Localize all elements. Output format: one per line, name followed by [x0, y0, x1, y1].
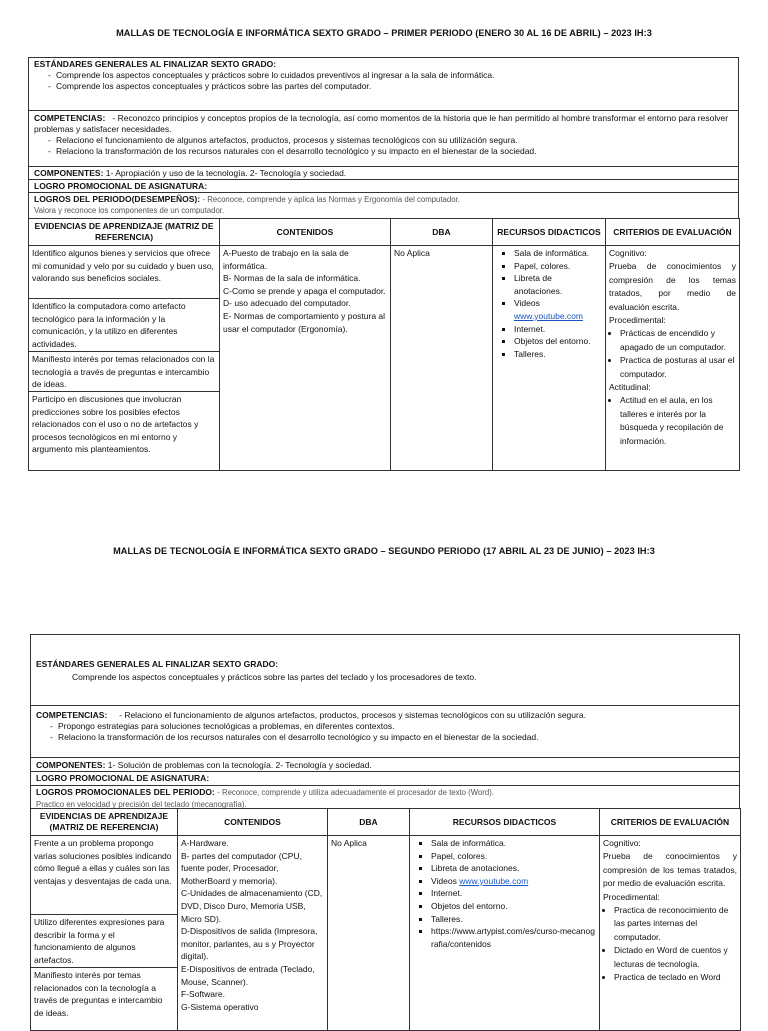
recurso-item: ▪ Papel, colores.	[431, 850, 596, 863]
contenidos-cell	[178, 836, 328, 1031]
header-evidencias: EVIDENCIAS DE APRENDIZAJE (MATRIZ DE REFERENCIA)	[31, 809, 178, 836]
recurso-item: ▪ Libreta de anotaciones.	[431, 862, 596, 875]
evidencia-item: Frente a un problema propongo varias soluciones posibles indicando cómo llegué a ellas y cuáles son las ventajas y desventajas de cada una.	[31, 836, 177, 915]
header-recursos: RECURSOS DIDACTICOS	[493, 219, 606, 246]
contenido-item: F-Software.	[181, 989, 225, 1000]
recurso-item: ▪ Papel, colores.	[514, 260, 602, 273]
logros-text: Valora y reconoce los componentes de un computador.	[34, 206, 225, 215]
evidencia-item: Participo en discusiones que involucran predicciones sobre los posibles efectos relacionados con el uso o no de artefactos y procesos tecnológicos en mi entorno y argumento mis planteamientos.	[32, 394, 199, 455]
period1-table	[28, 218, 740, 471]
period2-estandares	[31, 635, 739, 706]
competencia-item: - Propongo estrategias para soluciones tecnológicas a problemas, en diferentes contextos.	[36, 721, 734, 732]
procedimental-item: • Practica de reconocimiento de las partes internas del computador.	[614, 904, 737, 944]
youtube-link[interactable]: www.youtube.com	[459, 875, 529, 886]
procedimental-item: • Practica de posturas al usar el computador.	[620, 354, 736, 381]
header-evidencias: EVIDENCIAS DE APRENDIZAJE (MATRIZ DE REFERENCIA)	[29, 219, 220, 246]
period2-logro-promocional: LOGRO PROMOCIONAL DE ASIGNATURA:	[31, 772, 739, 786]
competencia-item: - Relaciono la transformación de los recursos naturales con el desarrollo tecnológico y su impacto en el bienestar de la sociedad.	[34, 146, 733, 157]
period2-table	[30, 808, 741, 1031]
header-dba: DBA	[391, 219, 493, 246]
evidencia-item: Manifiesto interés por temas relacionados con la tecnología a través de preguntas e intercambio de ideas.	[34, 970, 163, 1018]
recurso-item: ▪ Internet.	[514, 323, 602, 336]
contenido-item: A-Hardware.	[181, 838, 229, 848]
logros-text: Practico en velocidad y precisión del teclado (mecanografía).	[36, 799, 247, 809]
header-contenidos: CONTENIDOS	[220, 219, 391, 246]
dba-cell: No Aplica	[391, 246, 493, 471]
cognitivo-label: Cognitivo:	[603, 838, 641, 848]
evidencias-cell	[29, 246, 220, 471]
cognitivo-text: Prueba de conocimientos y compresión de los temas tratados, por medio de evaluación escrita.	[603, 851, 737, 889]
header-recursos: RECURSOS DIDACTICOS	[410, 809, 600, 836]
period2-block	[30, 634, 740, 809]
estandares-heading: ESTÁNDARES GENERALES AL FINALIZAR SEXTO GRADO:	[34, 59, 277, 69]
componentes-text: 1- Solución de problemas con la tecnología. 2- Tecnología y sociedad.	[107, 760, 372, 770]
procedimental-item: • Dictado en Word de cuentos y lecturas de tecnología.	[614, 944, 737, 971]
logros-heading: LOGROS DEL PERIODO(DESEMPEÑOS):	[34, 194, 201, 204]
cognitivo-label: Cognitivo:	[609, 248, 647, 258]
competencia-item: - Relaciono el funcionamiento de algunos artefactos, productos, procesos y sistemas tecnológicos con su utilización segura.	[34, 135, 733, 146]
recurso-item	[431, 875, 596, 888]
procedimental-item: • Practica de teclado en Word	[614, 971, 737, 984]
componentes-text: 1- Apropiación y uso de la tecnología. 2- Tecnología y sociedad.	[105, 168, 347, 178]
period2-logros	[31, 786, 739, 810]
competencias-intro: - Reconozco principios y conceptos propios de la tecnología, así como momentos de la historia que le han permitido al hombre transformar el entorno para resolver problemas y satisfacer necesidades.	[34, 113, 729, 134]
period1-competencias	[29, 111, 738, 167]
procedimental-label: Procedimental:	[603, 891, 660, 902]
competencia-item: - Relaciono la transformación de los recursos naturales con el desarrollo tecnológico y su impacto en el bienestar de la sociedad.	[36, 732, 734, 743]
recurso-item: ▪ Libreta de anotaciones.	[514, 272, 602, 297]
period1-logro-promocional: LOGRO PROMOCIONAL DE ASIGNATURA:	[29, 180, 738, 193]
dba-cell: No Aplica	[328, 836, 410, 1031]
contenido-item: B- Normas de la sala de informática.	[223, 273, 361, 284]
logros-text: - Reconoce, comprende y utiliza adecuadamente el procesador de texto (Word).	[217, 788, 494, 797]
contenidos-cell	[220, 246, 391, 471]
recurso-videos-label: Videos	[514, 298, 540, 309]
contenido-item: E- Normas de comportamiento y postura al usar el computador (Ergonomía).	[223, 310, 386, 334]
header-criterios: CRITERIOS DE EVALUACIÓN	[600, 809, 741, 836]
actitudinal-label: Actitudinal:	[609, 382, 651, 393]
estandar-item: Comprende los aspectos conceptuales y prácticos sobre las partes del teclado y los procesadores de texto.	[72, 672, 477, 682]
recurso-item: ▪ Internet.	[431, 887, 596, 900]
period1-logros	[29, 193, 738, 219]
recurso-item: ▪ Talleres.	[514, 348, 602, 361]
youtube-link[interactable]: www.youtube.com	[514, 310, 583, 321]
contenido-item: G-Sistema operativo	[181, 1001, 259, 1012]
criterios-cell	[600, 836, 741, 1031]
contenido-item: B- partes del computador (CPU, fuente poder, Procesador, MotherBoard y memoria).	[181, 850, 302, 886]
competencias-intro: - Relaciono el funcionamiento de algunos artefactos, productos, procesos y sistemas tecnológicos con su utilización segura.	[119, 710, 586, 720]
logros-heading: LOGROS PROMOCIONALES DEL PERIODO:	[36, 787, 215, 797]
contenido-item: D- uso adecuado del computador.	[223, 298, 351, 309]
period1-estandares	[29, 58, 738, 111]
criterios-cell	[606, 246, 740, 471]
header-dba: DBA	[328, 809, 410, 836]
cognitivo-text: Prueba de conocimientos y compresión de los temas tratados, por medio de evaluación escrita.	[609, 261, 736, 312]
recursos-cell	[410, 836, 600, 1031]
recursos-cell	[493, 246, 606, 471]
estandar-item: - Comprende los aspectos conceptuales y prácticos sobre las partes del computador.	[34, 81, 733, 92]
evidencia-item: Manifiesto interés por temas relacionados con la tecnología a través de preguntas e intercambio de ideas.	[29, 352, 219, 392]
recurso-item: ▪ Objetos del entorno.	[431, 900, 596, 913]
logros-text: - Reconoce, comprende y aplica las Normas y Ergonomía del computador.	[202, 195, 460, 204]
evidencias-cell	[31, 836, 178, 1031]
evidencia-item: Identifico algunos bienes y servicios que ofrece mi comunidad y velo por su cuidado y buen uso, valorando sus beneficios sociales.	[29, 246, 219, 299]
period1-block	[28, 57, 739, 219]
contenido-item: D-Dispositivos de salida (Impresora, monitor, parlantes, au s y Proyector digital).	[181, 926, 318, 962]
evidencia-item: Identifico la computadora como artefacto tecnológico para la información y la comunicación, y la utilizo en diferentes actividades.	[29, 299, 219, 352]
procedimental-label: Procedimental:	[609, 315, 666, 326]
recurso-item: ▪ Sala de informática.	[431, 837, 596, 850]
actitudinal-item: • Actitud en el aula, en los talleres e interés por la búsqueda y recopilación de información.	[620, 394, 736, 448]
recurso-videos-label: Videos	[431, 875, 457, 886]
competencias-heading: COMPETENCIAS:	[36, 710, 108, 720]
evidencia-item: Utilizo diferentes expresiones para describir la forma y el funcionamiento de algunos artefactos.	[31, 915, 177, 968]
contenido-item: C-Unidades de almacenamiento (CD, DVD, Disco Duro, Memoria USB, Micro SD).	[181, 888, 323, 924]
estandares-heading: ESTÁNDARES GENERALES AL FINALIZAR SEXTO GRADO:	[36, 659, 279, 669]
period2-title: MALLAS DE TECNOLOGÍA E INFORMÁTICA SEXTO GRADO – SEGUNDO PERIODO (17 ABRIL AL 23 DE JUNIO) – 2023 IH:3	[113, 546, 655, 556]
period2-competencias	[31, 706, 739, 758]
contenido-item: A-Puesto de trabajo en la sala de informática.	[223, 248, 349, 271]
recurso-item: ▪ Objetos del entorno.	[514, 335, 602, 348]
estandar-item: - Comprende los aspectos conceptuales y prácticos sobre lo cuidados preventivos al ingresar a la sala de informática.	[34, 70, 733, 81]
recurso-item: ▪ Talleres.	[431, 913, 596, 926]
period1-componentes	[29, 167, 738, 180]
recurso-item	[514, 297, 602, 322]
contenido-item: C-Como se prende y apaga el computador.	[223, 285, 386, 296]
header-criterios: CRITERIOS DE EVALUACIÓN	[606, 219, 740, 246]
componentes-heading: COMPONENTES:	[36, 760, 106, 770]
period2-componentes	[31, 758, 739, 772]
period1-title: MALLAS DE TECNOLOGÍA E INFORMÁTICA SEXTO GRADO – PRIMER PERIODO (ENERO 30 AL 16 DE ABRIL) – 2023 IH:3	[116, 28, 652, 38]
contenido-item: E-Dispositivos de entrada (Teclado, Mouse, Scanner).	[181, 963, 315, 987]
recurso-item: ▪ https://www.artypist.com/es/curso-mecanografia/contenidos	[431, 925, 596, 950]
recurso-item: ▪ Sala de informática.	[514, 247, 602, 260]
competencias-heading: COMPETENCIAS:	[34, 113, 106, 123]
procedimental-item: • Prácticas de encendido y apagado de un computador.	[620, 327, 736, 354]
header-contenidos: CONTENIDOS	[178, 809, 328, 836]
componentes-heading: COMPONENTES:	[34, 168, 104, 178]
